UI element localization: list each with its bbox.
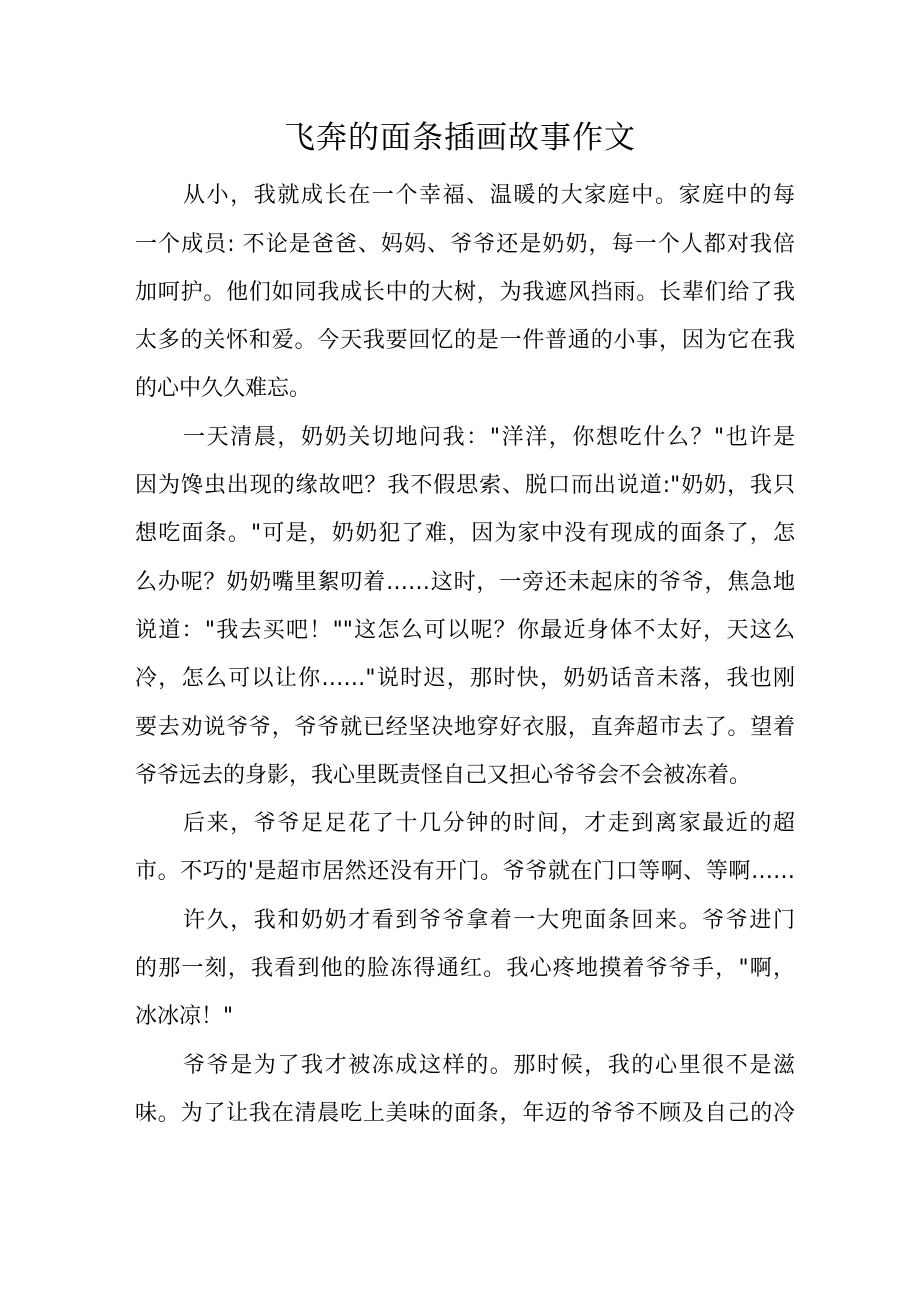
text-line: 想吃面条。"可是，奶奶犯了难，因为家中没有现成的面条了，怎 [135,521,795,546]
text-line: 加呵护。他们如同我成长中的大树，为我遮风挡雨。长辈们给了我 [135,280,795,305]
text-line: 冷，怎么可以让你……"说时迟，那时快，奶奶话音未落，我也刚 [135,666,795,691]
text-line: 要去劝说爷爷，爷爷就已经坚决地穿好衣服，直奔超市去了。望着 [135,715,795,740]
text-line: 因为馋虫出现的缘故吧？我不假思索、脱口而出说道:"奶奶，我只 [135,473,795,498]
text-line: 冰冰凉！" [135,1004,234,1029]
text-line: 一个成员: 不论是爸爸、妈妈、爷爷还是奶奶，每一个人都对我倍 [135,232,795,257]
text-line: 说道："我去买吧！""这怎么可以呢？你最近身体不太好，天这么 [135,618,795,643]
document-title: 飞奔的面条插画故事作文 [284,120,636,156]
text-line: 么办呢？奶奶嘴里絮叨着……这时，一旁还未起床的爷爷，焦急地 [135,570,795,595]
text-line: 的那一刻，我看到他的脸冻得通红。我心疼地摸着爷爷手，"啊， [135,956,795,981]
text-line: 市。不巧的'是超市居然还没有开门。爷爷就在门口等啊、等啊…… [135,859,795,884]
text-line: 太多的关怀和爱。今天我要回忆的是一件普通的小事，因为它在我 [135,328,795,353]
text-line: 从小，我就成长在一个幸福、温暖的大家庭中。家庭中的每 [183,183,795,208]
text-line: 许久，我和奶奶才看到爷爷拿着一大兜面条回来。爷爷进门 [183,908,795,933]
text-line: 后来，爷爷足足花了十几分钟的时间，才走到离家最近的超 [183,811,795,836]
text-line: 的心中久久难忘。 [135,376,312,401]
text-line: 味。为了让我在清晨吃上美味的面条，年迈的爷爷不顾及自己的冷 [135,1101,795,1126]
text-line: 一天清晨，奶奶关切地问我："洋洋，你想吃什么？"也许是 [183,425,795,450]
text-line: 爷爷是为了我才被冻成这样的。那时候，我的心里很不是滋 [183,1053,795,1078]
text-line: 爷爷远去的身影，我心里既责怪自己又担心爷爷会不会被冻着。 [135,763,752,788]
